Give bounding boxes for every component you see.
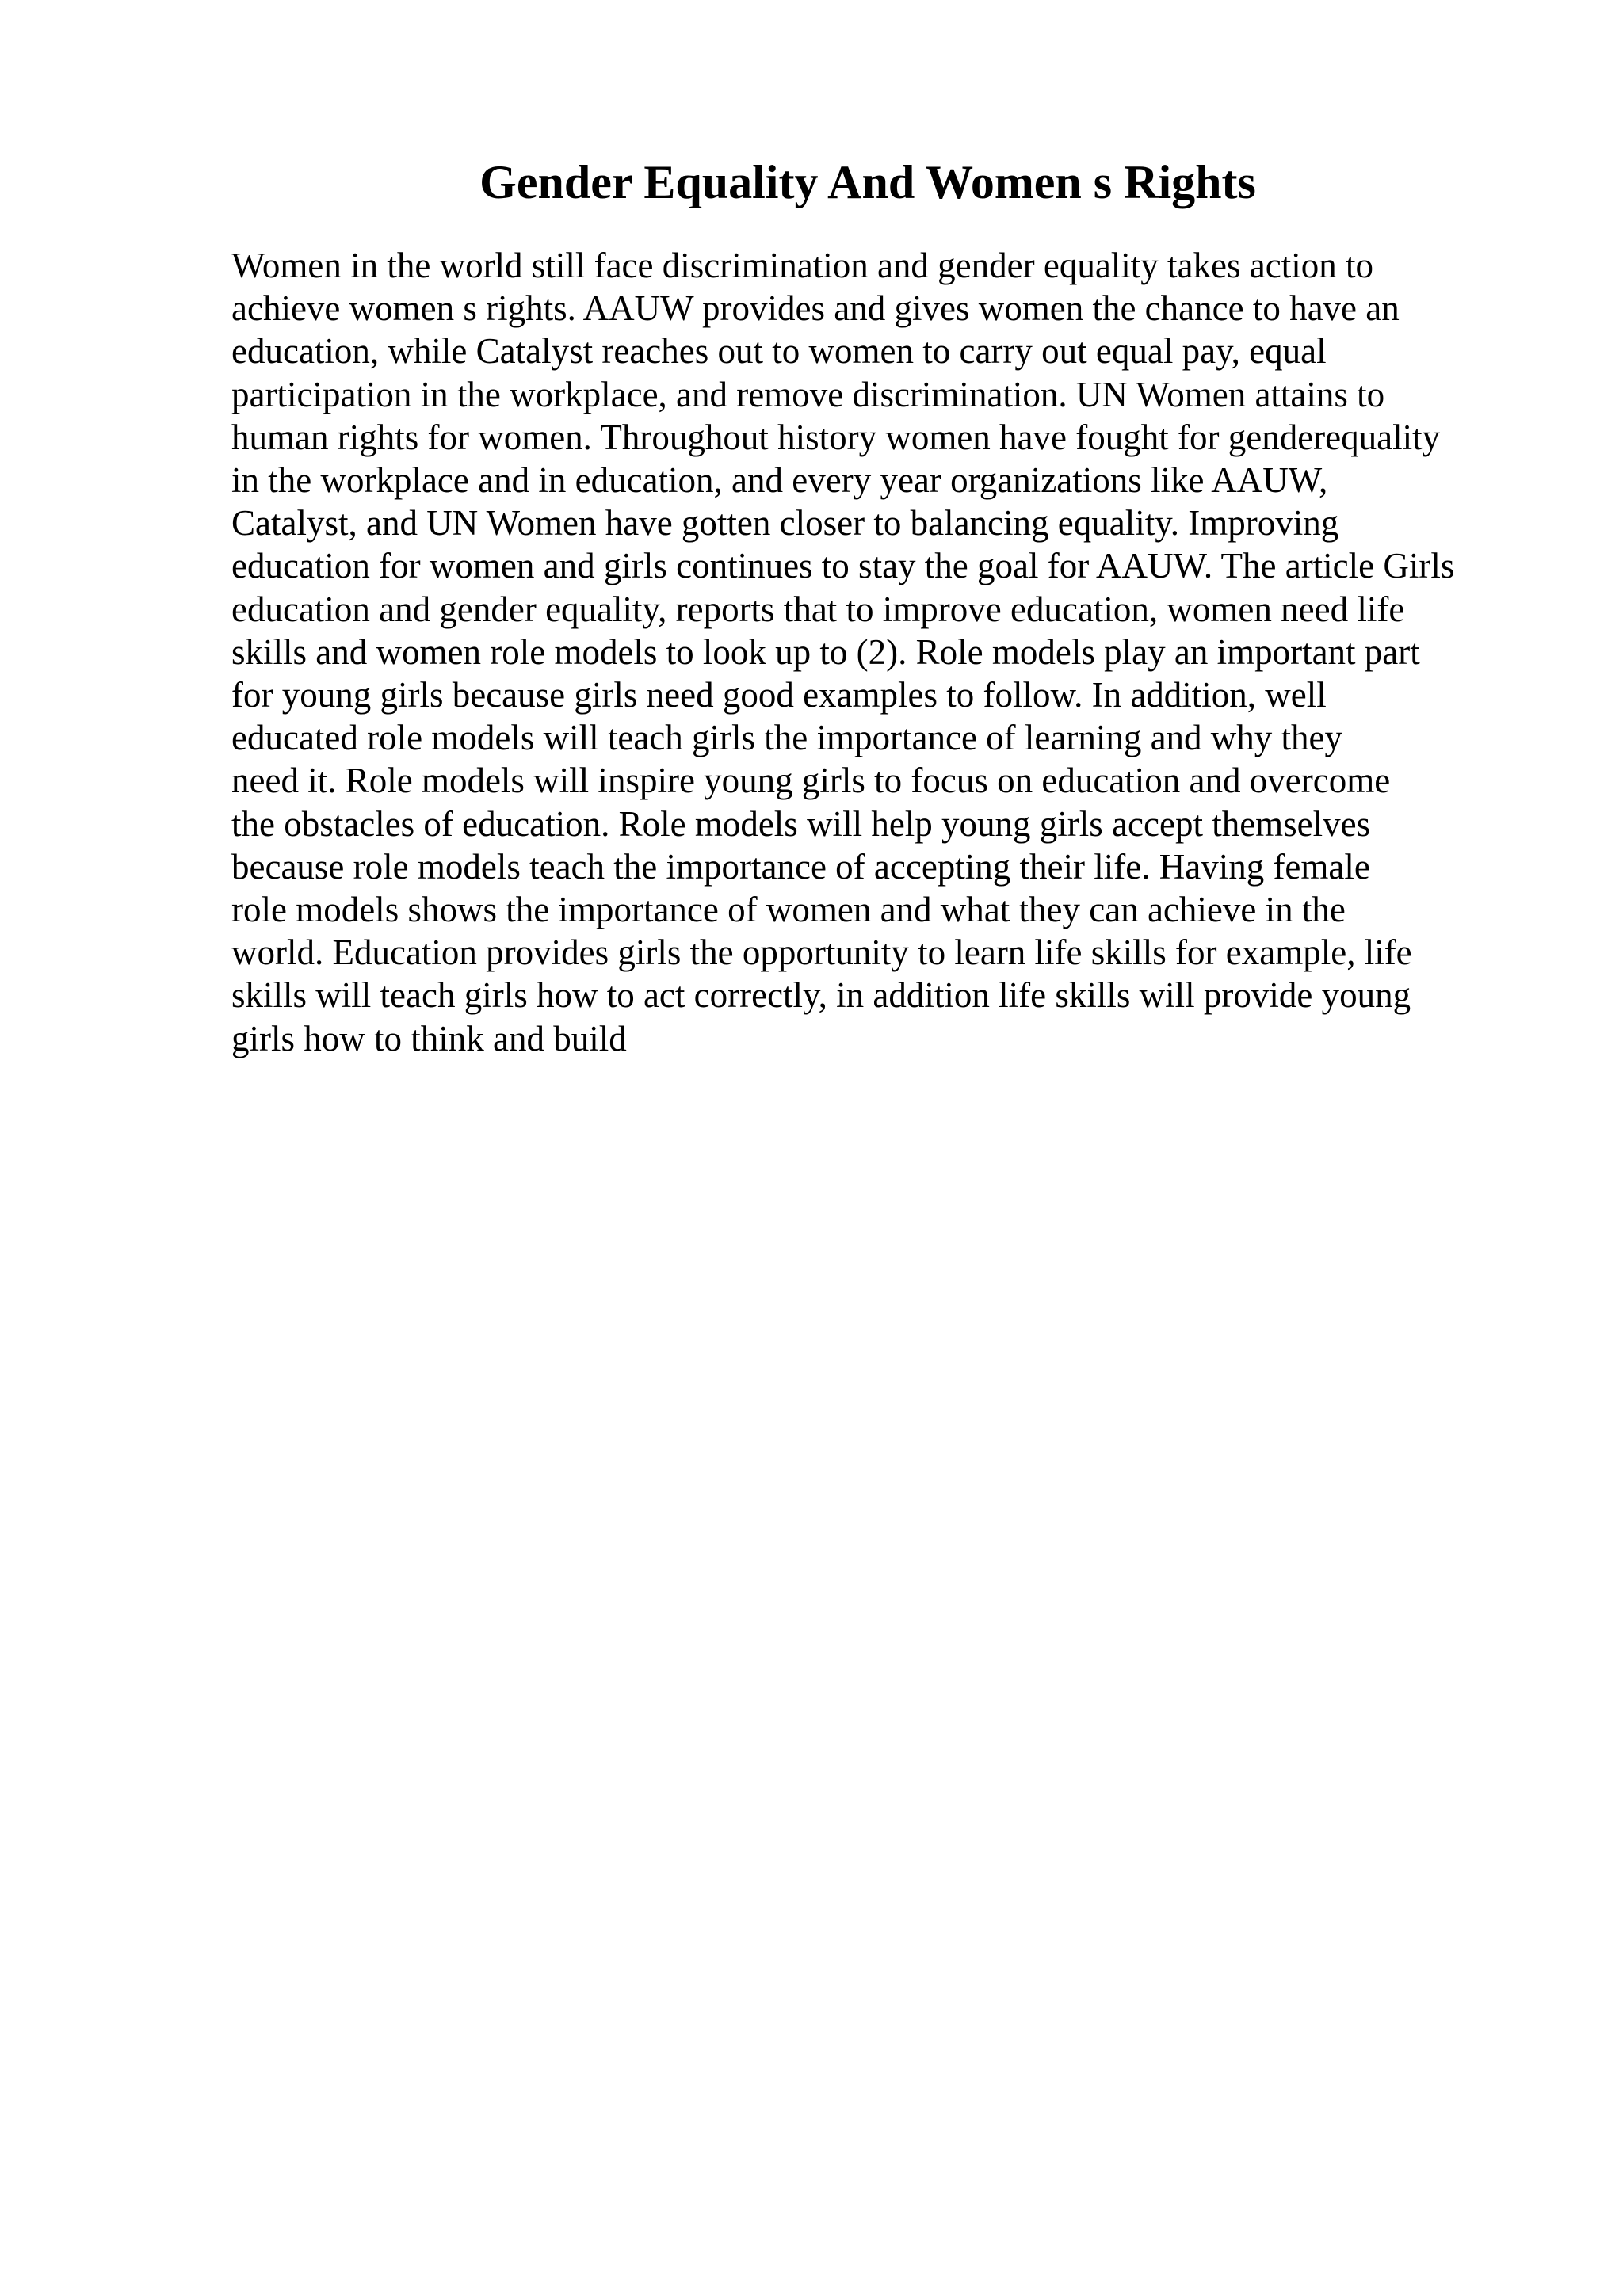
body-line: need it. Role models will inspire young girls to focus on education and overcome [231, 761, 1391, 801]
body-line: for young girls because girls need good examples to follow. In addition, well [231, 675, 1327, 715]
body-line: role models shows the importance of women and what they can achieve in the [231, 890, 1346, 930]
body-line: skills will teach girls how to act correctly, in addition life skills will provide young [231, 975, 1411, 1016]
body-line: world. Education provides girls the opportunity to learn life skills for example, life [231, 933, 1412, 973]
body-line: achieve women s rights. AAUW provides and gives women the chance to have an [231, 288, 1400, 329]
document-body [231, 244, 1594, 1060]
body-line: education for women and girls continues to stay the goal for AAUW. The article Girls [231, 546, 1455, 586]
body-line: Catalyst, and UN Women have gotten closer to balancing equality. Improving [231, 503, 1339, 543]
body-line: skills and women role models to look up to (2). Role models play an important part [231, 631, 1420, 672]
body-line: human rights for women. Throughout history women have fought for genderequality [231, 417, 1441, 457]
body-line: education and gender equality, reports that to improve education, women need life [231, 589, 1405, 629]
body-line: Women in the world still face discrimination and gender equality takes action to [231, 246, 1373, 285]
document-title: Gender Equality And Women s Rights [479, 156, 1256, 208]
body-line: education, while Catalyst reaches out to women to carry out equal pay, equal [231, 331, 1327, 372]
body-line: girls how to think and build [231, 1018, 627, 1058]
body-line: in the workplace and in education, and every year organizations like AAUW, [231, 460, 1328, 501]
body-line: participation in the workplace, and remove discrimination. UN Women attains to [231, 374, 1385, 414]
body-line: the obstacles of education. Role models will help young girls accept themselves [231, 803, 1371, 844]
body-line: because role models teach the importance of accepting their life. Having female [231, 846, 1370, 887]
body-line: educated role models will teach girls the importance of learning and why they [231, 718, 1343, 758]
